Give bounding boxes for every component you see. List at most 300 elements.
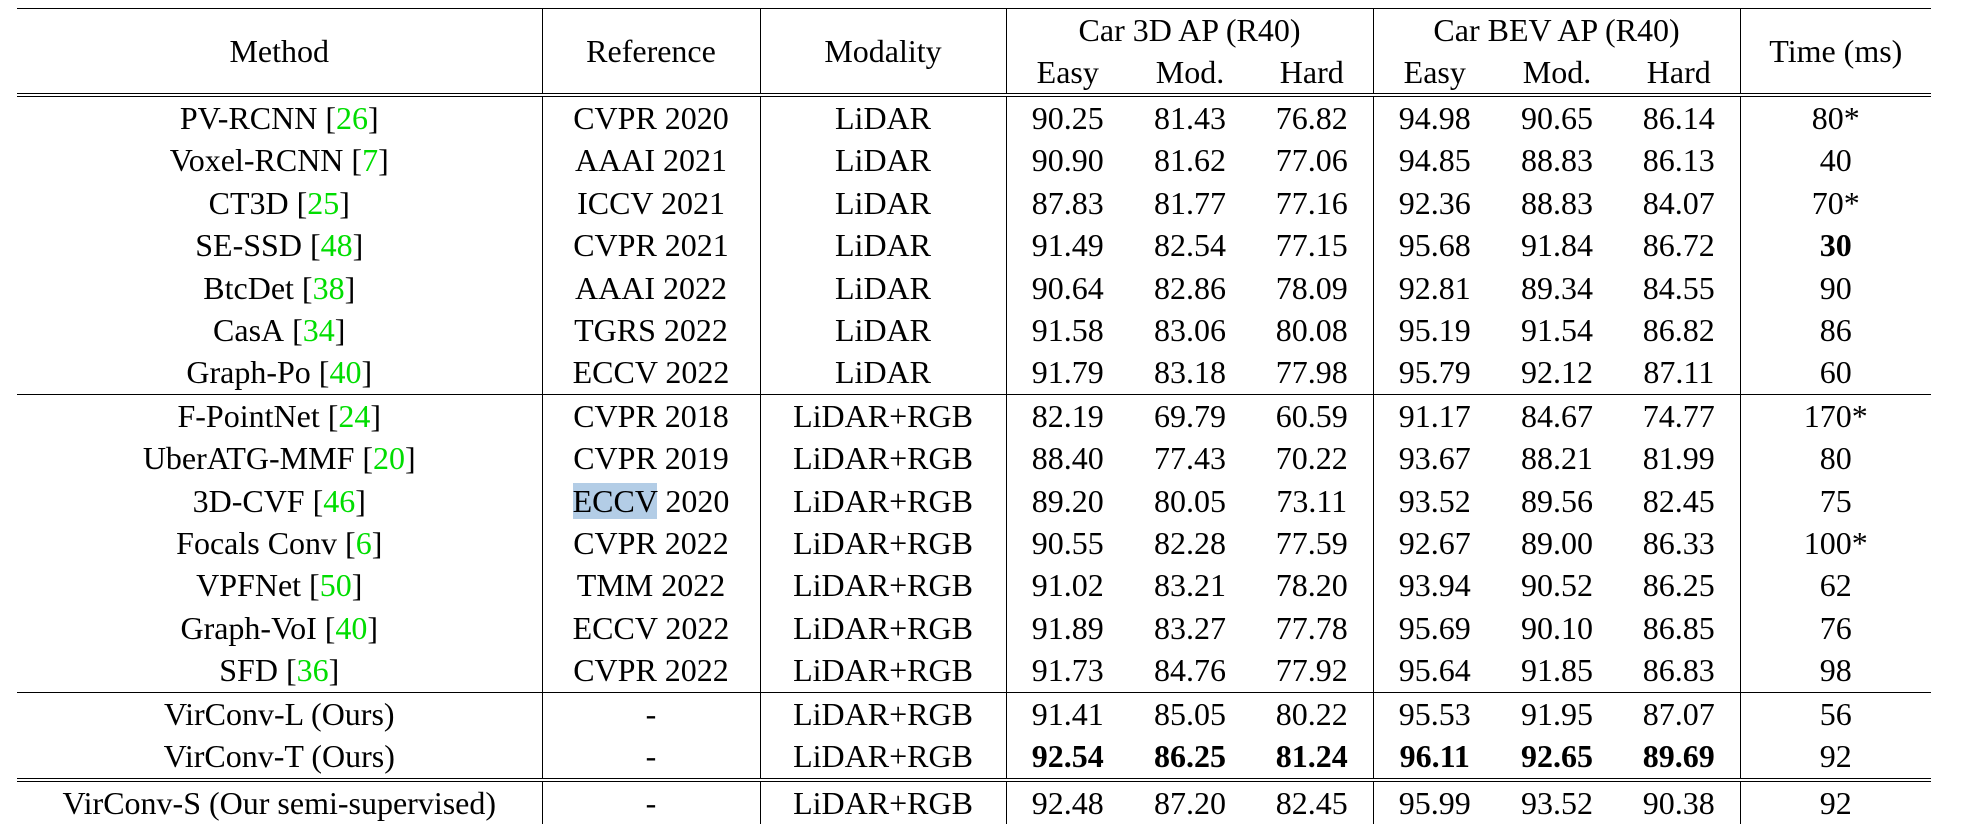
reference-text: TGRS 2022 [574, 312, 728, 349]
modality-cell [760, 394, 1006, 437]
modality-text: LiDAR [835, 184, 931, 221]
table-row [17, 649, 1931, 692]
bev-ap-hard-cell [1618, 95, 1740, 139]
reference-text: CVPR 2019 [573, 440, 729, 477]
header-3d-easy: Easy [1036, 54, 1099, 90]
3d-ap-easy-cell [1006, 139, 1129, 181]
citation-number: 6 [355, 525, 372, 562]
3d-ap-mod-value: 83.27 [1154, 609, 1226, 646]
bev-ap-easy-cell [1373, 224, 1496, 266]
citation-open-bracket: [ [277, 652, 297, 689]
3d-ap-mod-cell [1129, 95, 1251, 139]
bev-ap-mod-value: 93.52 [1521, 784, 1594, 821]
3d-ap-hard-cell [1251, 95, 1373, 139]
3d-ap-easy-cell [1006, 267, 1129, 309]
modality-text: LiDAR [835, 269, 931, 306]
bev-ap-hard-value: 84.55 [1642, 269, 1715, 306]
3d-ap-hard-value: 81.24 [1275, 738, 1348, 775]
bev-ap-easy-value: 92.81 [1398, 269, 1471, 306]
bev-ap-hard-cell [1618, 351, 1740, 394]
method-cell [17, 564, 542, 606]
modality-cell [760, 735, 1006, 779]
3d-ap-easy-value: 91.89 [1031, 609, 1104, 646]
reference-text: CVPR 2021 [573, 227, 729, 264]
bev-ap-hard-cell [1618, 522, 1740, 564]
reference-cell [542, 735, 760, 779]
header-method: Method [17, 9, 542, 96]
3d-ap-easy-value: 90.90 [1031, 142, 1104, 179]
bev-ap-hard-value: 81.99 [1642, 440, 1715, 477]
citation-number: 40 [329, 354, 362, 391]
3d-ap-hard-cell [1251, 351, 1373, 394]
table-row [17, 480, 1931, 522]
modality-cell [760, 182, 1006, 224]
3d-ap-easy-cell [1006, 780, 1129, 824]
bev-ap-easy-value: 94.98 [1398, 100, 1471, 136]
method-name: 3D-CVF [192, 482, 305, 519]
table-row [17, 224, 1931, 266]
reference-text: AAAI 2022 [575, 269, 727, 306]
bev-ap-hard-value: 86.83 [1642, 652, 1715, 689]
3d-ap-easy-cell [1006, 182, 1129, 224]
table-row [17, 267, 1931, 309]
bev-ap-easy-value: 96.11 [1399, 738, 1470, 775]
method-name: SFD [219, 652, 278, 689]
bev-ap-hard-value: 89.69 [1642, 738, 1715, 775]
3d-ap-mod-value: 82.28 [1154, 525, 1226, 562]
modality-cell [760, 309, 1006, 351]
bev-ap-easy-cell [1373, 309, 1496, 351]
bev-ap-easy-cell [1373, 522, 1496, 564]
3d-ap-hard-value: 77.78 [1275, 609, 1348, 646]
reference-venue-highlighted: ECCV [572, 482, 658, 519]
reference-cell [542, 564, 760, 606]
modality-cell [760, 139, 1006, 181]
method-name: Graph-Po [186, 354, 311, 391]
3d-ap-mod-cell [1129, 735, 1251, 779]
modality-cell [760, 95, 1006, 139]
3d-ap-easy-cell [1006, 95, 1129, 139]
time-cell [1740, 480, 1931, 522]
bev-ap-hard-value: 86.33 [1642, 525, 1715, 562]
3d-ap-easy-cell [1006, 735, 1129, 779]
3d-ap-hard-value: 73.11 [1276, 482, 1348, 519]
citation-number: 46 [323, 482, 356, 519]
bev-ap-hard-value: 86.72 [1642, 227, 1715, 264]
method-name: BtcDet [203, 269, 294, 306]
modality-text: LiDAR [835, 142, 931, 179]
modality-text: LiDAR+RGB [793, 738, 973, 775]
3d-ap-hard-value: 76.82 [1275, 100, 1348, 136]
time-cell [1740, 522, 1931, 564]
citation-open-bracket: [ [293, 269, 313, 306]
modality-text: LiDAR+RGB [793, 652, 973, 689]
bev-ap-easy-value: 94.85 [1398, 142, 1471, 179]
3d-ap-hard-cell [1251, 735, 1373, 779]
3d-ap-mod-cell [1129, 692, 1251, 735]
bev-ap-easy-cell [1373, 139, 1496, 181]
citation-number: 34 [302, 312, 335, 349]
bev-ap-easy-cell [1373, 692, 1496, 735]
3d-ap-mod-value: 87.20 [1154, 784, 1226, 821]
time-value: 86 [1819, 312, 1852, 349]
citation-close-bracket: ] [339, 184, 350, 221]
reference-cell [542, 437, 760, 479]
3d-ap-easy-cell [1006, 522, 1129, 564]
3d-ap-easy-value: 92.48 [1031, 784, 1104, 821]
modality-text: LiDAR+RGB [793, 397, 973, 434]
3d-ap-mod-value: 81.62 [1154, 142, 1226, 179]
bev-ap-mod-cell [1496, 139, 1618, 181]
bev-ap-easy-cell [1373, 780, 1496, 824]
method-name: VirConv-T (Ours) [163, 738, 395, 775]
bev-ap-easy-value: 95.68 [1398, 227, 1471, 264]
time-value: 70* [1811, 184, 1860, 221]
time-value: 92 [1819, 784, 1852, 821]
time-value: 30 [1819, 227, 1852, 264]
3d-ap-easy-value: 88.40 [1031, 440, 1104, 477]
modality-cell [760, 267, 1006, 309]
modality-cell [760, 564, 1006, 606]
header-group-3d-ap: Car 3D AP (R40) [1006, 9, 1373, 52]
3d-ap-mod-value: 69.79 [1154, 397, 1226, 434]
bev-ap-easy-value: 95.69 [1398, 609, 1471, 646]
reference-cell [542, 267, 760, 309]
modality-cell [760, 224, 1006, 266]
citation-open-bracket: [ [304, 482, 324, 519]
bev-ap-mod-cell [1496, 564, 1618, 606]
citation-number: 26 [336, 100, 369, 136]
bev-ap-mod-value: 91.85 [1521, 652, 1594, 689]
table-row [17, 607, 1931, 649]
table-body [17, 95, 1931, 824]
citation-close-bracket: ] [344, 269, 356, 306]
bev-ap-hard-value: 86.85 [1642, 609, 1715, 646]
3d-ap-mod-cell [1129, 480, 1251, 522]
table-row [17, 437, 1931, 479]
time-value: 90 [1819, 269, 1852, 306]
3d-ap-mod-value: 83.21 [1154, 567, 1226, 604]
bev-ap-easy-value: 95.79 [1398, 354, 1471, 391]
3d-ap-hard-value: 77.98 [1275, 354, 1348, 391]
3d-ap-hard-value: 80.08 [1275, 312, 1348, 349]
header-bev-hard: Hard [1618, 51, 1740, 95]
method-name: VirConv-L (Ours) [163, 695, 395, 732]
bev-ap-mod-value: 90.52 [1521, 567, 1594, 604]
citation-close-bracket: ] [370, 397, 382, 434]
time-cell [1740, 437, 1931, 479]
citation-close-bracket: ] [355, 482, 366, 519]
3d-ap-mod-value: 84.76 [1154, 652, 1226, 689]
3d-ap-mod-cell [1129, 522, 1251, 564]
modality-cell [760, 351, 1006, 394]
modality-text: LiDAR [835, 227, 931, 264]
reference-cell [542, 649, 760, 692]
3d-ap-easy-value: 91.58 [1031, 312, 1104, 349]
3d-ap-hard-value: 77.16 [1275, 184, 1348, 221]
bev-ap-mod-value: 84.67 [1521, 397, 1594, 434]
time-value: 60 [1819, 354, 1852, 391]
bev-ap-mod-cell [1496, 182, 1618, 224]
bev-ap-mod-cell [1496, 437, 1618, 479]
bev-ap-hard-cell [1618, 735, 1740, 779]
bev-ap-easy-cell [1373, 564, 1496, 606]
time-value: 80* [1811, 100, 1860, 136]
3d-ap-hard-cell [1251, 564, 1373, 606]
3d-ap-hard-cell [1251, 522, 1373, 564]
citation-close-bracket: ] [328, 652, 340, 689]
method-name: CasA [213, 312, 285, 349]
bev-ap-hard-value: 74.77 [1642, 397, 1715, 434]
bev-ap-easy-cell [1373, 394, 1496, 437]
method-cell [17, 480, 542, 522]
reference-text: CVPR 2022 [573, 525, 729, 562]
reference-text: AAAI 2021 [575, 142, 727, 179]
time-value: 80 [1819, 440, 1852, 477]
bev-ap-mod-value: 90.10 [1521, 609, 1594, 646]
bev-ap-easy-value: 93.67 [1398, 440, 1471, 477]
reference-text: - [645, 738, 657, 775]
citation-open-bracket: [ [301, 567, 320, 604]
3d-ap-easy-value: 91.79 [1031, 354, 1104, 391]
reference-cell [542, 522, 760, 564]
method-cell [17, 735, 542, 779]
table-row [17, 394, 1931, 437]
citation-number: 48 [320, 227, 353, 264]
3d-ap-hard-value: 77.92 [1275, 652, 1348, 689]
reference-cell [542, 692, 760, 735]
modality-cell [760, 692, 1006, 735]
3d-ap-easy-value: 91.02 [1031, 567, 1104, 604]
bev-ap-mod-value: 89.56 [1521, 482, 1594, 519]
method-name: F-PointNet [177, 397, 320, 434]
3d-ap-mod-cell [1129, 394, 1251, 437]
3d-ap-mod-cell [1129, 437, 1251, 479]
3d-ap-mod-cell [1129, 139, 1251, 181]
method-name: PV-RCNN [179, 100, 318, 136]
method-cell [17, 309, 542, 351]
3d-ap-hard-value: 80.22 [1275, 695, 1348, 732]
table-row [17, 564, 1931, 606]
3d-ap-mod-cell [1129, 309, 1251, 351]
header-3d-hard: Hard [1251, 51, 1373, 95]
table-row [17, 139, 1931, 181]
bev-ap-easy-value: 93.94 [1398, 567, 1471, 604]
bev-ap-easy-value: 95.99 [1398, 784, 1471, 821]
reference-cell [542, 309, 760, 351]
header-reference: Reference [542, 9, 760, 96]
citation-number: 7 [362, 142, 379, 179]
reference-cell [542, 182, 760, 224]
bev-ap-mod-value: 91.84 [1521, 227, 1594, 264]
reference-cell [542, 394, 760, 437]
3d-ap-mod-cell [1129, 564, 1251, 606]
time-cell [1740, 780, 1931, 824]
3d-ap-easy-value: 92.54 [1031, 738, 1104, 775]
bev-ap-hard-cell [1618, 394, 1740, 437]
reference-text: ECCV 2022 [572, 609, 730, 646]
3d-ap-mod-value: 82.86 [1154, 269, 1226, 306]
bev-ap-hard-cell [1618, 692, 1740, 735]
time-cell [1740, 95, 1931, 139]
method-name: VirConv-S (Our semi-supervised) [62, 784, 497, 821]
3d-ap-mod-value: 85.05 [1154, 695, 1226, 732]
citation-number: 38 [312, 269, 345, 306]
bev-ap-hard-value: 82.45 [1642, 482, 1715, 519]
bev-ap-hard-cell [1618, 309, 1740, 351]
table-row [17, 351, 1931, 394]
reference-text: CVPR 2022 [573, 652, 729, 689]
bev-ap-easy-value: 95.19 [1398, 312, 1471, 349]
modality-text: LiDAR+RGB [793, 567, 973, 604]
bev-ap-easy-value: 95.64 [1398, 652, 1471, 689]
header-3d-mod: Mod. [1155, 54, 1225, 90]
table-row [17, 522, 1931, 564]
bev-ap-mod-value: 92.12 [1521, 354, 1594, 391]
time-cell [1740, 692, 1931, 735]
method-cell [17, 351, 542, 394]
bev-ap-easy-cell [1373, 182, 1496, 224]
citation-number: 50 [319, 567, 352, 604]
method-name: SE-SSD [195, 227, 302, 264]
reference-text: - [645, 695, 657, 732]
3d-ap-mod-value: 83.18 [1154, 354, 1226, 391]
modality-text: LiDAR [835, 100, 931, 136]
method-cell [17, 267, 542, 309]
bev-ap-mod-cell [1496, 692, 1618, 735]
3d-ap-mod-cell [1129, 649, 1251, 692]
bev-ap-easy-cell [1373, 267, 1496, 309]
time-cell [1740, 267, 1931, 309]
3d-ap-hard-cell [1251, 692, 1373, 735]
modality-cell [760, 780, 1006, 824]
bev-ap-mod-cell [1496, 522, 1618, 564]
reference-cell [542, 351, 760, 394]
reference-cell [542, 607, 760, 649]
time-value: 40 [1819, 142, 1852, 179]
modality-text: LiDAR [835, 312, 931, 349]
citation-close-bracket: ] [361, 354, 373, 391]
bev-ap-hard-cell [1618, 607, 1740, 649]
bev-ap-easy-cell [1373, 480, 1496, 522]
time-cell [1740, 564, 1931, 606]
bev-ap-hard-cell [1618, 480, 1740, 522]
bev-ap-hard-cell [1618, 649, 1740, 692]
citation-close-bracket: ] [368, 100, 379, 136]
bev-ap-hard-value: 87.11 [1643, 354, 1715, 391]
bev-ap-mod-cell [1496, 267, 1618, 309]
bev-ap-hard-cell [1618, 437, 1740, 479]
bev-ap-mod-cell [1496, 780, 1618, 824]
modality-cell [760, 480, 1006, 522]
3d-ap-hard-cell [1251, 139, 1373, 181]
3d-ap-easy-cell [1006, 564, 1129, 606]
method-name: Focals Conv [176, 525, 338, 562]
bev-ap-hard-value: 86.13 [1642, 142, 1715, 179]
3d-ap-mod-cell [1129, 351, 1251, 394]
reference-text: TMM 2022 [576, 567, 726, 604]
modality-cell [760, 607, 1006, 649]
3d-ap-mod-cell [1129, 182, 1251, 224]
3d-ap-easy-value: 90.25 [1031, 100, 1104, 136]
table-row [17, 95, 1931, 139]
bev-ap-hard-cell [1618, 139, 1740, 181]
method-cell [17, 522, 542, 564]
table-row [17, 735, 1931, 779]
citation-number: 40 [335, 609, 368, 646]
3d-ap-mod-cell [1129, 607, 1251, 649]
bev-ap-easy-cell [1373, 649, 1496, 692]
bev-ap-hard-cell [1618, 564, 1740, 606]
table-row [17, 692, 1931, 735]
time-value: 75 [1819, 482, 1852, 519]
citation-close-bracket: ] [334, 312, 346, 349]
method-cell [17, 139, 542, 181]
header-group-bev-ap: Car BEV AP (R40) [1373, 9, 1740, 52]
time-value: 56 [1819, 695, 1852, 732]
citation-close-bracket: ] [351, 567, 363, 604]
reference-cell [542, 224, 760, 266]
table-row [17, 780, 1931, 824]
3d-ap-easy-cell [1006, 394, 1129, 437]
3d-ap-mod-cell [1129, 224, 1251, 266]
citation-open-bracket: [ [317, 100, 337, 136]
reference-cell [542, 95, 760, 139]
time-value: 170* [1803, 397, 1868, 434]
reference-text: ECCV 2022 [572, 354, 730, 391]
3d-ap-easy-value: 90.55 [1031, 525, 1104, 562]
bev-ap-easy-value: 92.36 [1398, 184, 1471, 221]
bev-ap-hard-value: 84.07 [1642, 184, 1715, 221]
3d-ap-easy-cell [1006, 437, 1129, 479]
3d-ap-hard-cell [1251, 780, 1373, 824]
citation-close-bracket: ] [352, 227, 364, 264]
citation-open-bracket: [ [354, 440, 374, 477]
bev-ap-easy-value: 92.67 [1398, 525, 1471, 562]
3d-ap-easy-value: 91.41 [1031, 695, 1104, 732]
3d-ap-hard-value: 60.59 [1275, 397, 1348, 434]
3d-ap-easy-value: 91.73 [1031, 652, 1104, 689]
3d-ap-hard-value: 78.20 [1275, 567, 1348, 604]
method-cell [17, 437, 542, 479]
bev-ap-mod-cell [1496, 309, 1618, 351]
modality-cell [760, 649, 1006, 692]
method-name: Voxel-RCNN [169, 142, 344, 179]
bev-ap-mod-cell [1496, 394, 1618, 437]
3d-ap-hard-cell [1251, 649, 1373, 692]
header-bev-easy: Easy [1403, 54, 1466, 90]
table-row [17, 309, 1931, 351]
method-cell [17, 224, 542, 266]
method-cell [17, 780, 542, 824]
3d-ap-hard-cell [1251, 309, 1373, 351]
3d-ap-hard-value: 77.06 [1275, 142, 1348, 179]
3d-ap-easy-value: 90.64 [1031, 269, 1104, 306]
bev-ap-mod-cell [1496, 480, 1618, 522]
3d-ap-hard-cell [1251, 480, 1373, 522]
bev-ap-mod-value: 89.00 [1521, 525, 1594, 562]
3d-ap-easy-cell [1006, 692, 1129, 735]
3d-ap-easy-cell [1006, 309, 1129, 351]
bev-ap-mod-value: 88.83 [1521, 142, 1594, 179]
bev-ap-hard-value: 86.25 [1642, 567, 1715, 604]
3d-ap-hard-cell [1251, 182, 1373, 224]
reference-year: 2020 [657, 482, 730, 519]
3d-ap-mod-cell [1129, 780, 1251, 824]
citation-open-bracket: [ [343, 142, 363, 179]
time-value: 98 [1819, 652, 1852, 689]
bev-ap-mod-value: 88.83 [1521, 184, 1594, 221]
